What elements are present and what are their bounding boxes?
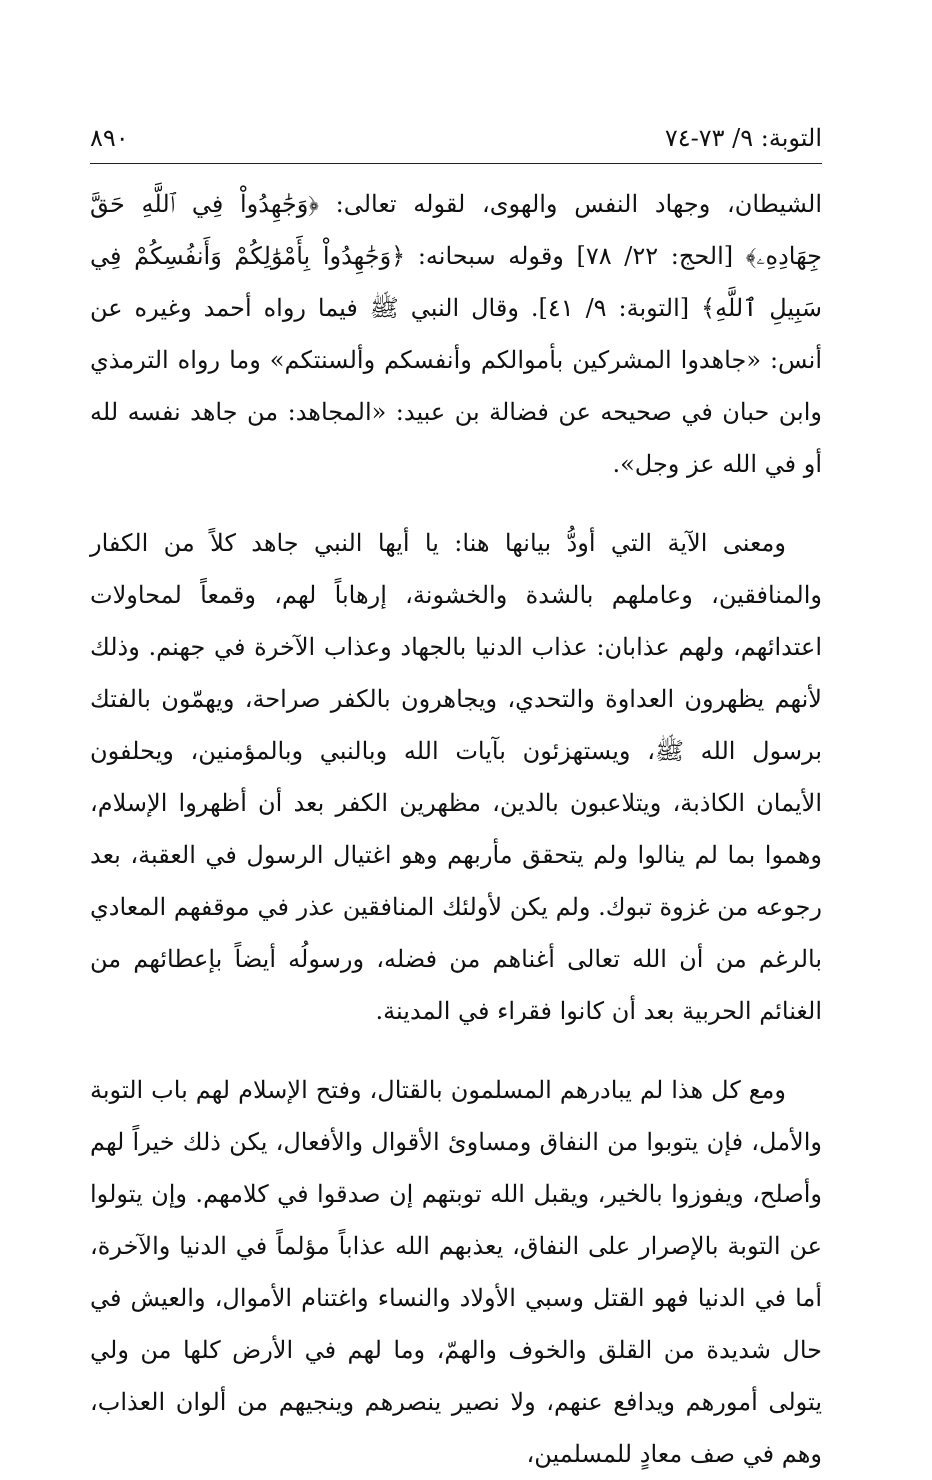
running-title: التوبة: ٩/ ٧٣-٧٤ bbox=[664, 124, 822, 152]
paragraph-3: ومع كل هذا لم يبادرهم المسلمون بالقتال، وفتح الإسلام لهم باب التوبة والأمل، فإن يتوبوا من النفاق ومساوئ الأقوال والأفعال، يكن ذلك خيراً لهم وأصلح، ويفوزوا بالخير، ويقبل الله توبتهم إن صدقوا في كلامهم. وإن يتولوا عن التوبة بالإصرار على النفاق، يعذبهم الله عذاباً مؤلماً في الدنيا والآخرة، أما في الدنيا فهو القتل وسبي الأولاد والنساء واغتنام الأموال، والعيش في حال شديدة من القلق والخوف والهمّ، وما لهم في الأرض كلها من ولي يتولى أمورهم ويدافع عنهم، ولا نصير ينصرهم وينجيهم من ألوان العذاب، وهم في صف معادٍ للمسلمين، bbox=[90, 1076, 822, 1468]
header-divider bbox=[90, 163, 822, 164]
page-header bbox=[90, 118, 822, 158]
body-text bbox=[90, 178, 822, 1480]
page-number: ٨٩٠ bbox=[90, 124, 129, 152]
paragraph-2: ومعنى الآية التي أودُّ بيانها هنا: يا أيها النبي جاهد كلاً من الكفار والمنافقين، وعاملهم بالشدة والخشونة، إرهاباً لهم، وقمعاً لمحاولات اعتدائهم، ولهم عذابان: عذاب الدنيا بالجهاد وعذاب الآخرة في جهنم. وذلك لأنهم يظهرون العداوة والتحدي، ويجاهرون بالكفر صراحة، ويهمّون بالفتك برسول الله ﷺ، ويستهزئون بآيات الله وبالنبي وبالمؤمنين، ويحلفون الأيمان الكاذبة، ويتلاعبون بالدين، مظهرين الكفر بعد أن أظهروا الإسلام، وهموا بما لم ينالوا ولم يتحقق مأربهم وهو اغتيال الرسول في العقبة، بعد رجوعه من غزوة تبوك. ولم يكن لأولئك المنافقين عذر في موقفهم المعادي بالرغم من أن الله تعالى أغناهم من فضله، ورسولُه أيضاً بإعطائهم من الغنائم الحربية بعد أن كانوا فقراء في المدينة. bbox=[90, 529, 822, 1025]
paragraph-1: الشيطان، وجهاد النفس والهوى، لقوله تعالى: ﴿وَجَٰهِدُواْ فِي ٱللَّهِ حَقَّ جِهَادِهِۦ﴾ [الحج: ٢٢/ ٧٨] وقوله سبحانه: ﴿وَجَٰهِدُواْ بِأَمْوَٰلِكُمْ وَأَنفُسِكُمْ فِي سَبِيلِ ٱللَّهِ﴾ [التوبة: ٩/ ٤١]. وقال النبي ﷺ فيما رواه أحمد وغيره عن أنس: «جاهدوا المشركين بأموالكم وأنفسكم وألسنتكم» وما رواه الترمذي وابن حبان في صحيحه عن فضالة بن عبيد: «المجاهد: من جاهد نفسه لله أو في الله عز وجل». bbox=[90, 190, 823, 478]
